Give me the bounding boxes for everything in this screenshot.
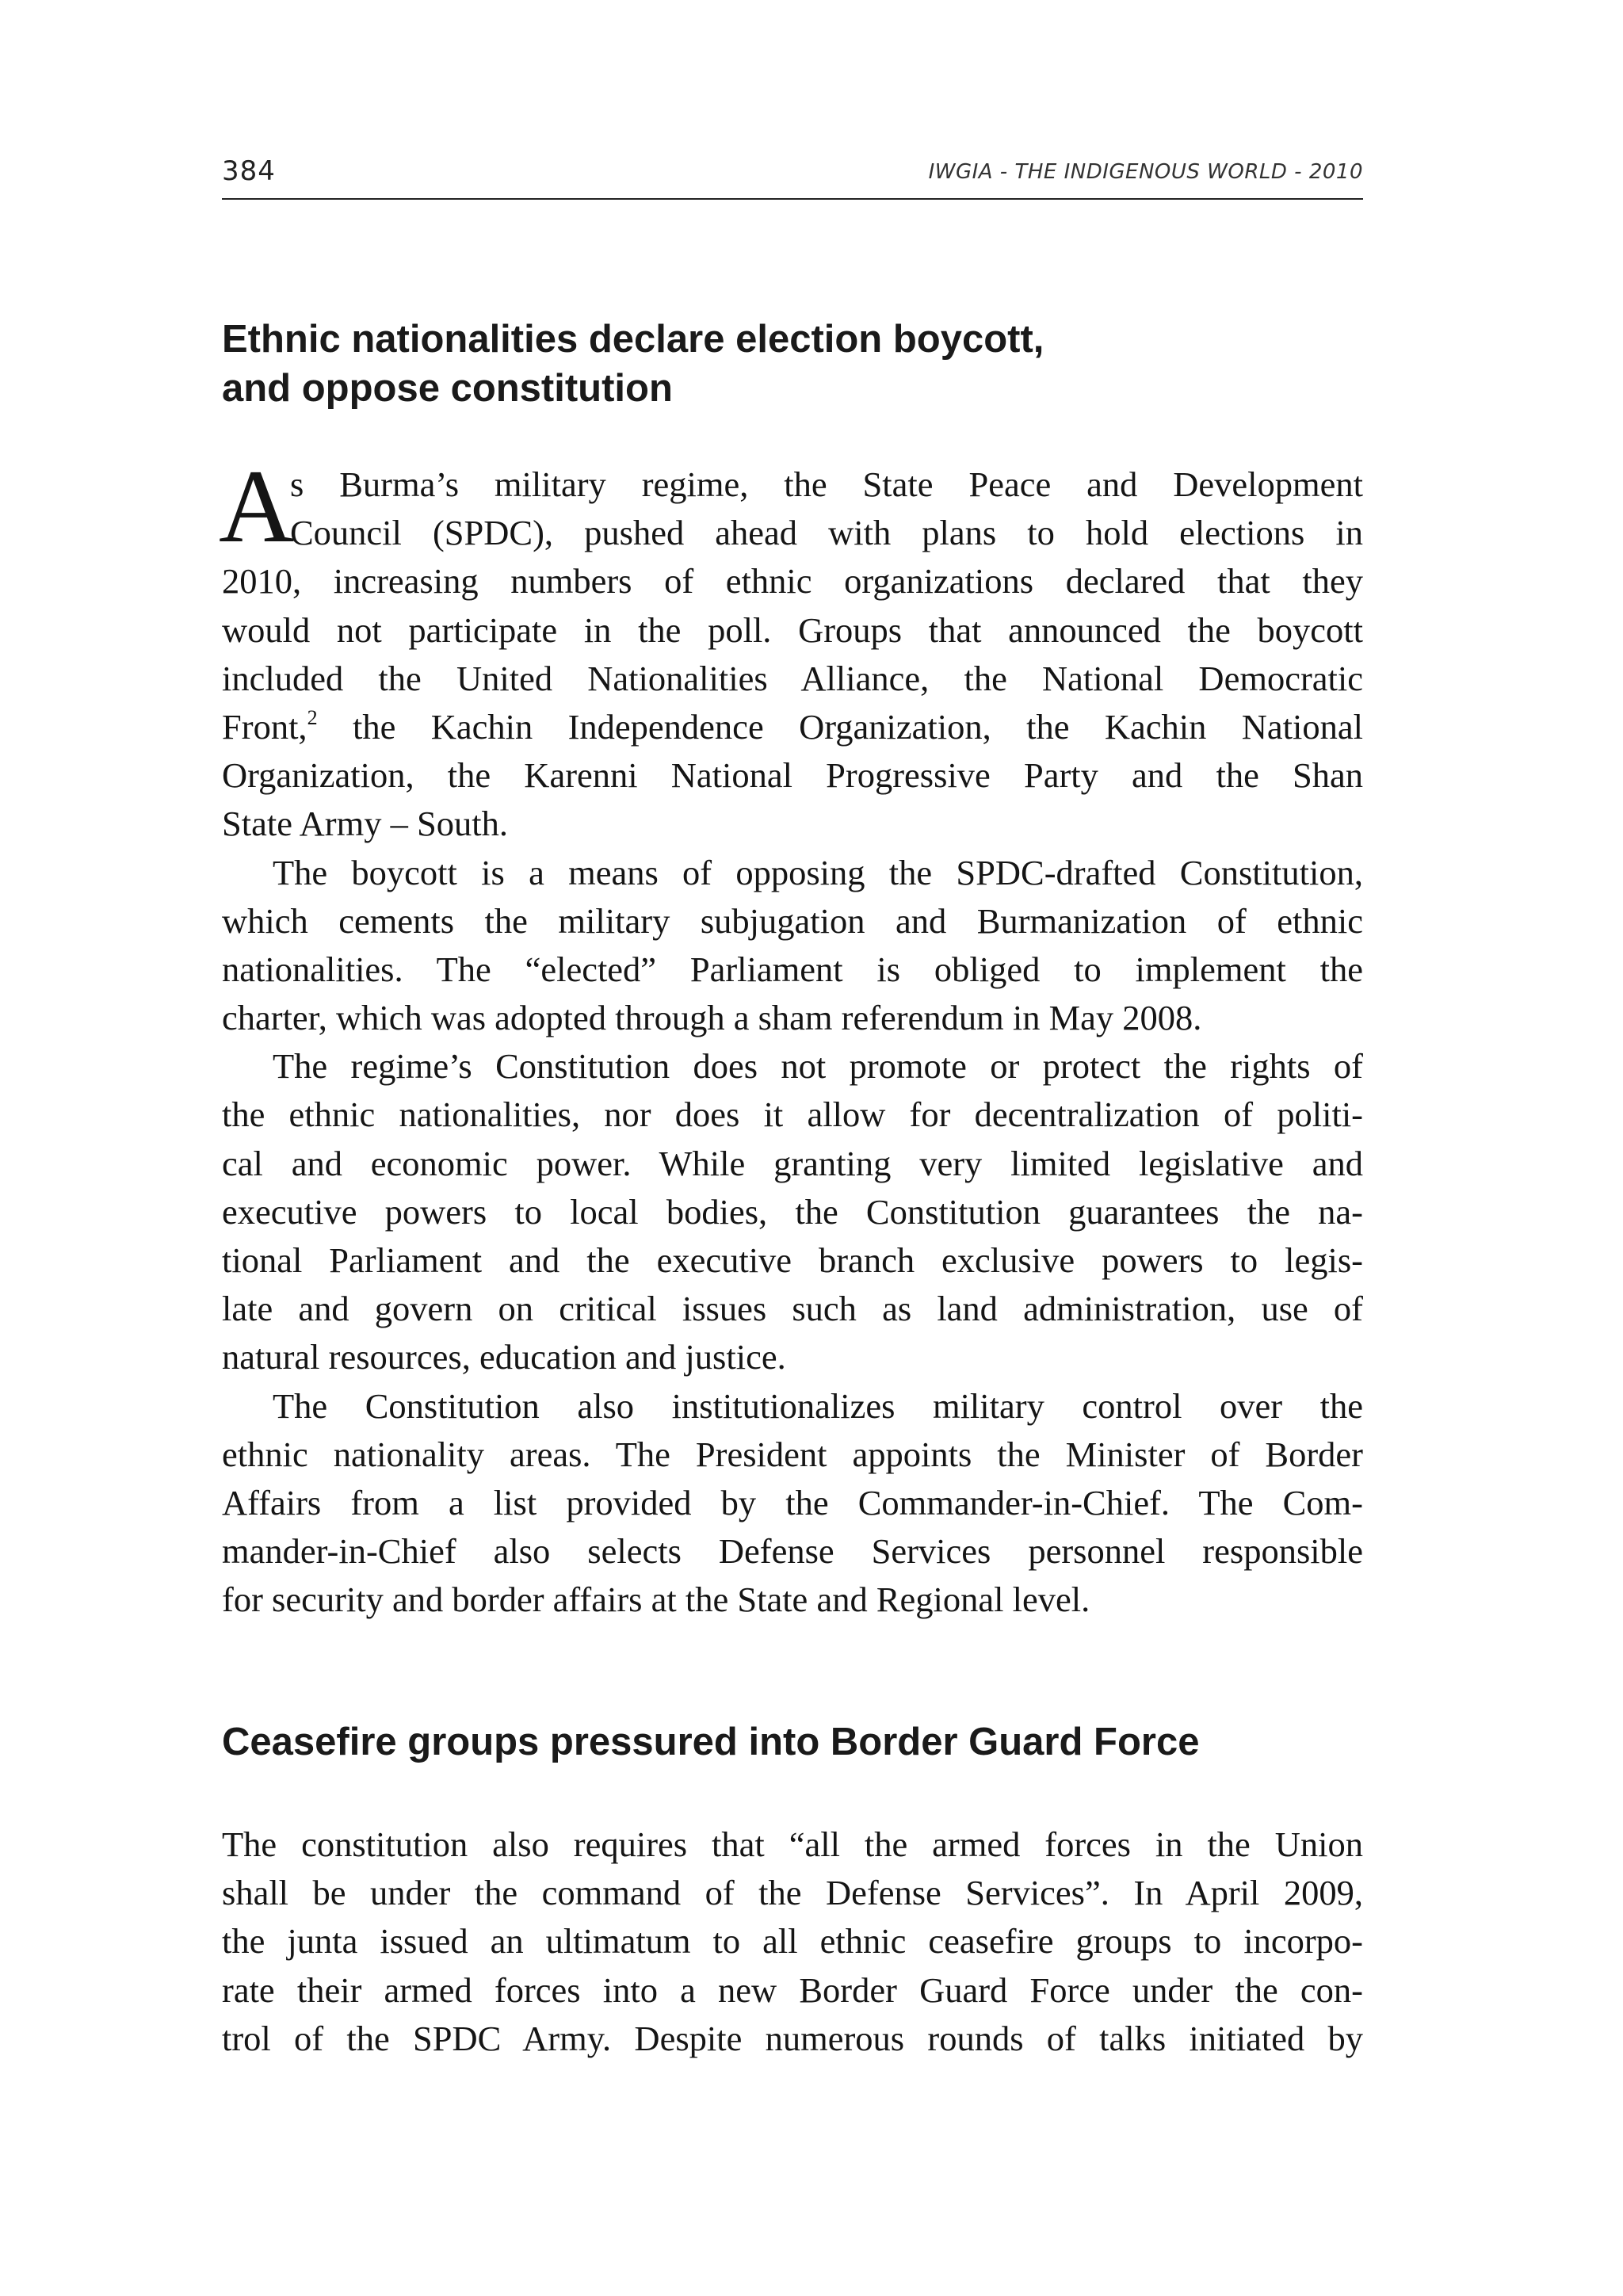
section-heading-election-boycott [222, 315, 1044, 413]
text-line-content: Front, [222, 706, 307, 747]
text-line: late and govern on critical issues such as land administration, use of [222, 1289, 1363, 1329]
text-line: nationalities. The “elected” Parliament is obliged to implement the [222, 949, 1363, 989]
publication-title: IWGIA - THE INDIGENOUS WORLD - 2010 [928, 160, 1363, 184]
drop-cap: A [219, 448, 295, 564]
section-body-border-guard-force [222, 1820, 1363, 2063]
text-line: included the United Nationalities Alliance, the National Democratic [222, 658, 1363, 698]
paragraph [222, 1382, 1363, 1625]
text-line: the junta issued an ultimatum to all ethnic ceasefire groups to incorpo- [222, 1921, 1363, 1962]
text-line: for security and border affairs at the State and Regional level. [222, 1580, 1090, 1620]
text-line-content: the Kachin Independence Organization, the Kachin National [317, 706, 1363, 747]
paragraph [222, 1820, 1363, 2063]
text-line: which cements the military subjugation and Burmanization of ethnic [222, 900, 1363, 941]
paragraph [222, 849, 1363, 1043]
text-line-content: s Burma’s military regime, the State Peace and Development [290, 464, 1363, 504]
text-line: rate their armed forces into a new Border Guard Force under the con- [222, 1969, 1363, 2010]
text-line: executive powers to local bodies, the Constitution guarantees the na- [222, 1191, 1363, 1232]
paragraph [219, 448, 1363, 849]
page-number: 384 [222, 155, 276, 187]
text-line: tional Parliament and the executive branch exclusive powers to legis- [222, 1240, 1363, 1280]
text-line: ethnic nationality areas. The President appoints the Minister of Border [222, 1434, 1363, 1474]
running-head [222, 152, 1363, 200]
text-line: cal and economic power. While granting very limited legislative and [222, 1143, 1363, 1183]
text-line: Organization, the Karenni National Progressive Party and the Shan [222, 755, 1363, 796]
text-line: The regime’s Constitution does not promote or protect the rights of [273, 1046, 1363, 1087]
paragraph [222, 1042, 1363, 1381]
text-line: Council (SPDC), pushed ahead with plans to hold elections in [290, 513, 1363, 553]
text-line [222, 703, 1363, 751]
text-line: mander-in-Chief also selects Defense Services personnel responsible [222, 1531, 1363, 1572]
heading-line: Ethnic nationalities declare election boycott, [222, 318, 1044, 361]
section-body-election-boycott [219, 448, 1363, 1625]
text-line: trol of the SPDC Army. Despite numerous rounds of talks initiated by [222, 2018, 1363, 2058]
text-line: would not participate in the poll. Groups that announced the boycott [222, 609, 1363, 650]
text-line: Affairs from a list provided by the Commander-in-Chief. The Com- [222, 1482, 1363, 1522]
text-line: The constitution also requires that “all the armed forces in the Union [222, 1824, 1363, 1864]
heading-line: and oppose constitution [222, 367, 673, 410]
text-line: natural resources, education and justice. [222, 1337, 786, 1377]
text-line: the ethnic nationalities, nor does it allow for decentralization of politi- [222, 1095, 1363, 1135]
text-line: charter, which was adopted through a sham referendum in May 2008. [222, 998, 1202, 1038]
text-line: shall be under the command of the Defense Services”. In April 2009, [222, 1873, 1363, 1913]
section-heading-border-guard-force: Ceasefire groups pressured into Border Guard Force [222, 1721, 1200, 1763]
footnote-reference[interactable]: 2 [307, 705, 318, 729]
text-line: The Constitution also institutionalizes military control over the [273, 1385, 1363, 1426]
text-line: State Army – South. [222, 804, 508, 844]
text-line: 2010, increasing numbers of ethnic organizations declared that they [222, 561, 1363, 602]
text-line: The boycott is a means of opposing the SPDC-drafted Constitution, [273, 852, 1363, 892]
